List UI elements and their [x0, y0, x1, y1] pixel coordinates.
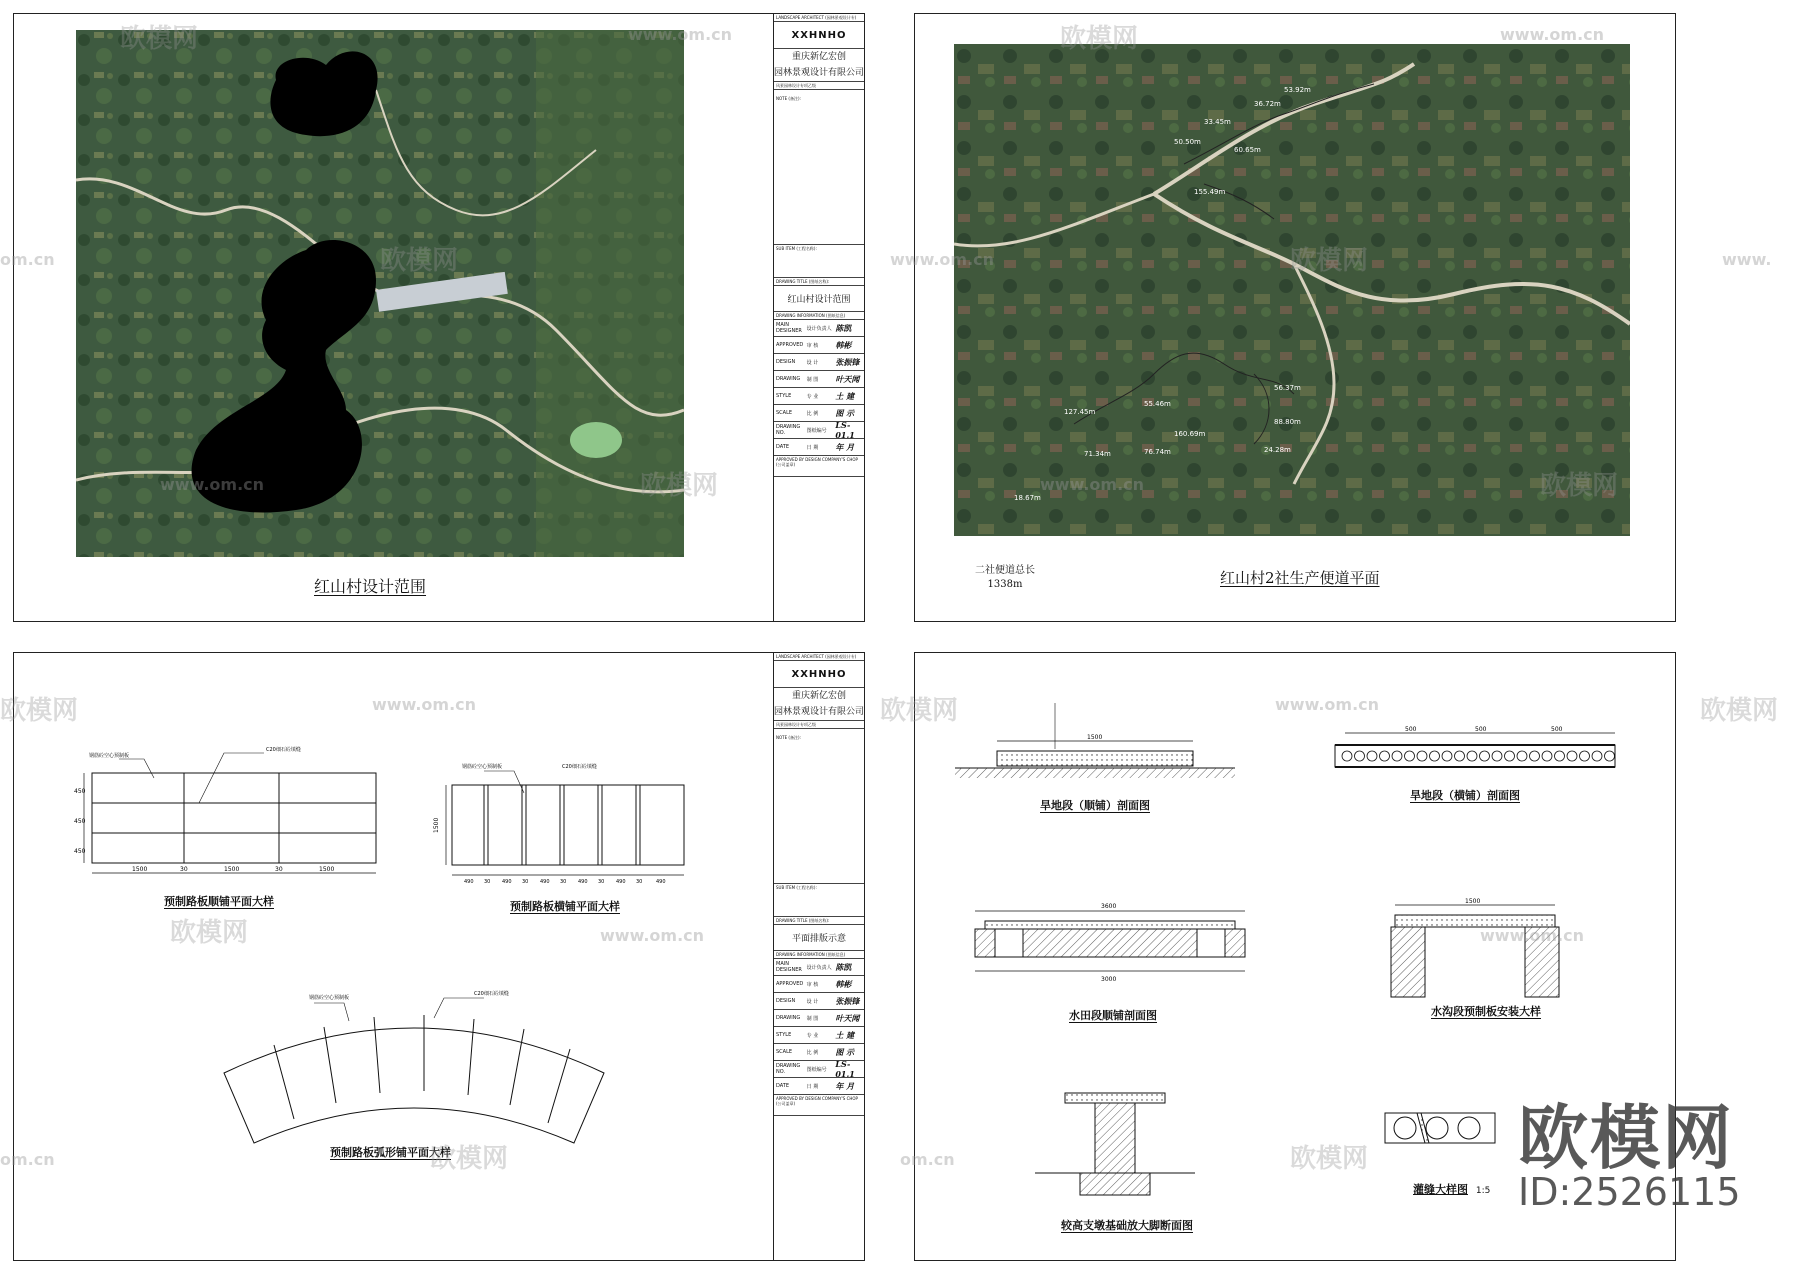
svg-text:30: 30: [522, 879, 529, 885]
dim-1500-b: 1500: [1465, 898, 1481, 905]
tb-drawing-title: 红山村设计范围: [774, 286, 864, 312]
hollow-core: [1530, 751, 1540, 761]
hollow-core: [1405, 751, 1415, 761]
tb-cert: 风景园林设计专项乙级: [774, 721, 864, 729]
callout-joint-c: C20细石砼填缝: [474, 991, 509, 997]
segment-label: 155.49m: [1194, 188, 1226, 196]
watermark-brand: 欧模网: [1540, 471, 1619, 501]
segment-label: 18.67m: [1014, 494, 1041, 502]
callout-precast-b: 钢筋砼空心预制板: [462, 764, 503, 770]
transverse-layout: [446, 771, 684, 875]
joint-grouting-detail: [1385, 1113, 1495, 1143]
tb-row: STYLE 专 业 土 建: [774, 1027, 864, 1044]
hollow-core: [1392, 751, 1402, 761]
sheet-road-plan: [914, 13, 1676, 622]
dryland-transverse-section: [1335, 733, 1615, 767]
paddy-longitudinal-section: [975, 911, 1245, 971]
watermark-url: www.om.cn: [1275, 695, 1380, 714]
hollow-core: [1517, 751, 1527, 761]
layout-drawings: [14, 653, 774, 1260]
dims-a-horizontal: [132, 866, 334, 873]
watermark-brand: 欧模网: [170, 918, 249, 948]
label-arc: 预制路板弧形铺平面大样: [330, 1146, 451, 1159]
svg-text:30: 30: [636, 879, 643, 885]
hollow-core: [1480, 751, 1490, 761]
road-length-note: 二社便道总长 1338m: [975, 565, 1035, 590]
dims-b-vertical: 1500: [433, 817, 440, 833]
tb-header: LANDSCAPE ARCHITECT (园林景观设计专): [774, 653, 864, 661]
dim-500-a: 500: [1405, 726, 1417, 733]
tb-row: DESIGN 设 计 张振锋: [774, 993, 864, 1010]
segment-label: 127.45m: [1064, 408, 1096, 416]
svg-text:1500: 1500: [132, 866, 148, 873]
watermark-url: www.om.cn: [372, 695, 477, 714]
tb-row: APPROVED 审 核 韩彬: [774, 976, 864, 993]
watermark-url: om.cn: [0, 250, 55, 269]
svg-text:490: 490: [616, 879, 626, 885]
label-longitudinal: 预制路板顺铺平面大样: [164, 895, 274, 908]
watermark-url: www.: [1722, 250, 1772, 269]
callout-precast-a: 钢筋砼空心预制板: [89, 753, 130, 759]
tb-approved-by: APPROVED BY DESIGN COMPANY'S CHOP (公司盖章): [774, 456, 864, 477]
tb-row: SCALE 比 例 图 示: [774, 1044, 864, 1061]
tb-row: DRAWING 制 图 叶天闻: [774, 1010, 864, 1027]
label-pier-footing: 较高支墩基础放大脚断面图: [1061, 1219, 1193, 1232]
watermark-brand: 欧模网: [1700, 696, 1779, 726]
svg-text:450: 450: [74, 818, 86, 825]
dim-500-c: 500: [1551, 726, 1563, 733]
tb-row: STYLE 专 业 土 建: [774, 388, 864, 405]
segment-label: 71.34m: [1084, 450, 1111, 458]
tb-drawing-title-label: DRAWING TITLE (图纸名称):: [774, 278, 864, 286]
tb-row: SCALE 比 例 图 示: [774, 405, 864, 422]
segment-label: 60.65m: [1234, 146, 1261, 154]
segment-label: 53.92m: [1284, 86, 1311, 94]
hollow-core: [1567, 751, 1577, 761]
svg-text:450: 450: [74, 788, 86, 795]
company-name: 重庆新亿宏创 园林景观设计有限公司: [774, 49, 864, 82]
watermark-brand: 欧模网: [380, 246, 459, 276]
tb-row: MAIN DESIGNER 设计负责人 陈凯: [774, 959, 864, 976]
sheet-design-scope: [13, 13, 865, 622]
tb-row: DATE 日 期 年 月: [774, 439, 864, 456]
svg-text:490: 490: [464, 879, 474, 885]
callout-joint-a: C20细石砼填缝: [266, 747, 301, 753]
svg-text:30: 30: [275, 866, 283, 873]
longitudinal-layout: [84, 753, 376, 873]
arc-layout: [224, 998, 604, 1143]
segment-label: 55.46m: [1144, 400, 1171, 408]
title-block: [773, 653, 864, 1260]
tb-approved-by: APPROVED BY DESIGN COMPANY'S CHOP (公司盖章): [774, 1095, 864, 1116]
watermark-url: www.om.cn: [628, 25, 733, 44]
hollow-core: [1380, 751, 1390, 761]
segment-label: 50.50m: [1174, 138, 1201, 146]
svg-text:30: 30: [598, 879, 605, 885]
svg-text:1500: 1500: [319, 866, 335, 873]
svg-text:490: 490: [656, 879, 666, 885]
svg-text:490: 490: [502, 879, 512, 885]
watermark-url: www.om.cn: [1040, 475, 1145, 494]
label-transverse: 预制路板横铺平面大样: [510, 900, 620, 913]
segment-label: 56.37m: [1274, 384, 1301, 392]
dim-3000: 3000: [1101, 976, 1117, 983]
tb-row: DRAWING NO. 图纸编号 LS-01.1: [774, 422, 864, 439]
label-joint-grouting: 灌缝大样图 1:5: [1413, 1183, 1491, 1196]
tb-row: MAIN DESIGNER 设计负责人 陈凯: [774, 320, 864, 337]
hollow-core: [1592, 751, 1602, 761]
svg-text:1500: 1500: [224, 866, 240, 873]
title-block: [773, 14, 864, 621]
segment-label: 160.69m: [1174, 430, 1206, 438]
dim-500-b: 500: [1475, 726, 1487, 733]
hollow-core: [1367, 751, 1377, 761]
hollow-core: [1467, 751, 1477, 761]
watermark-brand: 欧模网: [1290, 1144, 1369, 1174]
watermark-brand: 欧模网: [430, 1144, 509, 1174]
watermark-brand: 欧模网: [880, 696, 959, 726]
company-logo: XXHNHO: [774, 661, 864, 688]
hollow-core: [1542, 751, 1552, 761]
hollow-core: [1442, 751, 1452, 761]
hollow-core: [1342, 751, 1352, 761]
sheet-layout-details: [13, 652, 865, 1261]
watermark-url: www.om.cn: [600, 926, 705, 945]
tb-drawing-title-label: DRAWING TITLE (图纸名称):: [774, 917, 864, 925]
hollow-core: [1492, 751, 1502, 761]
watermark-url: om.cn: [0, 1150, 55, 1169]
segment-label: 88.80m: [1274, 418, 1301, 426]
segment-label: 36.72m: [1254, 100, 1281, 108]
watermark-url: www.om.cn: [890, 250, 995, 269]
tb-row: APPROVED 审 核 韩彬: [774, 337, 864, 354]
pier-footing-section: [1035, 1093, 1195, 1195]
watermark-url: www.om.cn: [160, 475, 265, 494]
ditch-slab-installation: [1391, 905, 1559, 997]
tb-header: LANDSCAPE ARCHITECT (园林景观设计专): [774, 14, 864, 22]
svg-text:490: 490: [578, 879, 588, 885]
watermark-brand: 欧模网: [120, 24, 199, 54]
hollow-core: [1355, 751, 1365, 761]
label-dryland-longitudinal: 旱地段（顺铺）剖面图: [1040, 799, 1150, 812]
watermark-url: www.om.cn: [1500, 25, 1605, 44]
hollow-core: [1455, 751, 1465, 761]
svg-text:30: 30: [560, 879, 567, 885]
svg-text:450: 450: [74, 848, 86, 855]
svg-text:30: 30: [180, 866, 188, 873]
hollow-core: [1555, 751, 1565, 761]
tb-notes: NOTE (备注):: [774, 90, 864, 245]
svg-text:490: 490: [540, 879, 550, 885]
watermark-url: om.cn: [900, 1150, 955, 1169]
hollow-core: [1605, 751, 1615, 761]
tb-sub-item: SUB ITEM (工程名称):: [774, 245, 864, 278]
tb-row: DESIGN 设 计 张振锋: [774, 354, 864, 371]
tb-info-label: DRAWING INFORMATION (图纸信息): [774, 312, 864, 320]
label-ditch-installation: 水沟段预制板安装大样: [1431, 1005, 1541, 1018]
segment-label: 24.28m: [1264, 446, 1291, 454]
sheet2-caption: 红山村2社生产便道平面: [1220, 569, 1380, 587]
watermark-brand: 欧模网: [1290, 246, 1369, 276]
tb-drawing-title: 平面排版示意: [774, 925, 864, 951]
watermark-brand: 欧模网: [0, 696, 79, 726]
tb-row: DRAWING 制 图 叶天闻: [774, 371, 864, 388]
hollow-core: [1430, 751, 1440, 761]
tb-info-label: DRAWING INFORMATION (图纸信息): [774, 951, 864, 959]
dim-3600: 3600: [1101, 903, 1117, 910]
hollow-core: [1417, 751, 1427, 761]
tb-cert: 风景园林设计专项乙级: [774, 82, 864, 90]
label-dryland-transverse: 旱地段（横铺）剖面图: [1410, 789, 1520, 802]
aerial-map-scope: [76, 30, 684, 557]
dim-1500-a: 1500: [1087, 734, 1103, 741]
watermark-brand: 欧模网: [1060, 24, 1139, 54]
watermark-url: www.om.cn: [1480, 926, 1585, 945]
svg-text:30: 30: [484, 879, 491, 885]
callout-joint-b: C20细石砼填缝: [562, 764, 597, 770]
segment-label: 33.45m: [1204, 118, 1231, 126]
tb-notes: NOTE (备注):: [774, 729, 864, 884]
company-logo: XXHNHO: [774, 22, 864, 49]
callout-precast-c: 钢筋砼空心预制板: [309, 995, 350, 1001]
resource-id: ID:2526115: [1518, 1170, 1741, 1214]
hollow-core: [1580, 751, 1590, 761]
label-paddy-longitudinal: 水田段顺铺剖面图: [1069, 1009, 1157, 1022]
hollow-cores: [1342, 751, 1615, 761]
segment-label: 76.74m: [1144, 448, 1171, 456]
hollow-core: [1505, 751, 1515, 761]
big-brand-watermark: 欧模网: [1518, 1097, 1734, 1179]
aerial-map-road-plan: [954, 44, 1630, 536]
sheet1-caption: 红山村设计范围: [314, 577, 427, 596]
tb-sub-item: SUB ITEM (工程名称):: [774, 884, 864, 917]
tb-row: DRAWING NO. 图纸编号 LS-01.1: [774, 1061, 864, 1078]
dims-b-horizontal: [464, 879, 666, 885]
watermark-brand: 欧模网: [640, 471, 719, 501]
tb-row: DATE 日 期 年 月: [774, 1078, 864, 1095]
company-name: 重庆新亿宏创 园林景观设计有限公司: [774, 688, 864, 721]
